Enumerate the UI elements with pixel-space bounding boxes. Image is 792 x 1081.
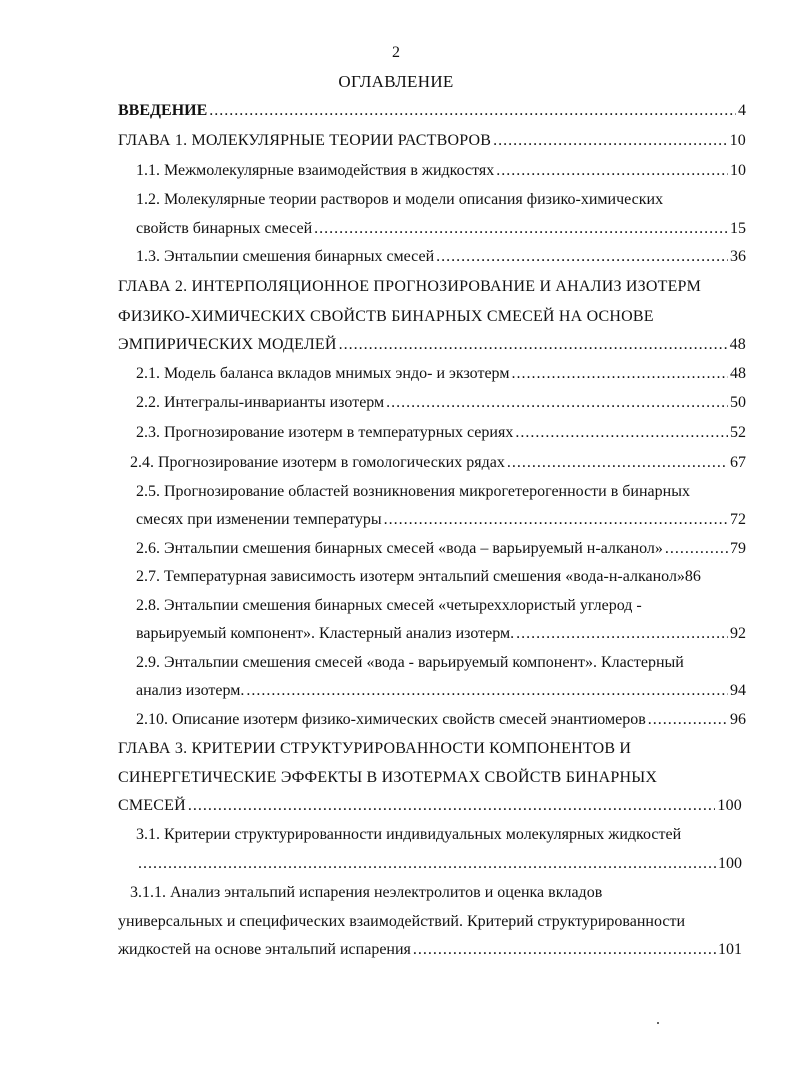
toc-entry-2-7: 2.7. Температурная зависимость изотерм энтальпий смешения «вода-н-алканол»86 (136, 568, 701, 585)
toc-page: 67 (730, 454, 746, 471)
toc-entry-chapter-3-line2: СИНЕРГЕТИЧЕСКИЕ ЭФФЕКТЫ В ИЗОТЕРМАХ СВОЙСТВ БИНАРНЫХ (118, 769, 658, 786)
toc-entry-1-3 (136, 246, 746, 268)
toc-page: 36 (730, 248, 746, 265)
toc-title: 2.4. Прогнозирование изотерм в гомологических рядах (130, 454, 505, 471)
toc-title: 1.1. Межмолекулярные взаимодействия в жидкостях (136, 162, 495, 179)
toc-entry-3-1-1 (118, 939, 742, 961)
leader-dots (511, 363, 728, 385)
toc-page: 10 (730, 162, 746, 179)
toc-page: 48 (729, 336, 746, 353)
toc-entry-2-9 (136, 680, 746, 702)
leader-dots (339, 334, 728, 356)
leader-dots (384, 509, 728, 531)
toc-entry-2-5-line1: 2.5. Прогнозирование областей возникновения микрогетерогенности в бинарных (136, 483, 690, 500)
toc-title: ВВЕДЕНИЕ (118, 102, 208, 119)
toc-entry-2-3 (136, 422, 746, 444)
toc-entry-1-2 (136, 218, 746, 240)
leader-dots (246, 680, 728, 702)
leader-dots (515, 422, 728, 444)
leader-dots (516, 623, 728, 645)
toc-title: 2.3. Прогнозирование изотерм в температурных сериях (136, 424, 514, 441)
leader-dots (314, 218, 728, 240)
leader-dots (493, 130, 727, 152)
toc-page: 50 (730, 394, 746, 411)
toc-heading: ОГЛАВЛЕНИЕ (338, 72, 454, 91)
toc-title: свойств бинарных смесей (136, 220, 313, 237)
scan-speck (657, 1022, 659, 1024)
toc-entry-2-6 (136, 538, 746, 560)
toc-entry-3-1-line1: 3.1. Критерии структурированности индивидуальных молекулярных жидкостей (136, 826, 682, 843)
leader-dots (209, 100, 736, 122)
toc-title: ГЛАВА 1. МОЛЕКУЛЯРНЫЕ ТЕОРИИ РАСТВОРОВ (118, 132, 492, 149)
toc-page: 52 (730, 424, 746, 441)
toc-page: 15 (730, 220, 746, 237)
leader-dots (188, 795, 716, 817)
page-number: 2 (392, 44, 400, 61)
toc-entry-2-10 (136, 709, 746, 731)
toc-title: СМЕСЕЙ (118, 797, 186, 814)
toc-entry-chapter-3-line1: ГЛАВА 3. КРИТЕРИИ СТРУКТУРИРОВАННОСТИ КОМПОНЕНТОВ И (118, 740, 632, 757)
toc-page: 10 (729, 132, 746, 149)
toc-title: смесях при изменении температуры (136, 511, 382, 528)
toc-page: 100 (718, 855, 742, 872)
leader-dots (436, 246, 728, 268)
toc-page: 101 (718, 941, 742, 958)
toc-entry-3-1 (136, 853, 742, 875)
leader-dots (138, 853, 716, 875)
toc-entry-chapter-1 (118, 130, 746, 152)
toc-entry-chapter-3 (118, 795, 742, 817)
toc-page: 92 (730, 625, 746, 642)
toc-title: 2.6. Энтальпии смешения бинарных смесей «вода – варьируемый н-алканол» (136, 540, 663, 557)
toc-entry-2-9-line1: 2.9. Энтальпии смешения смесей «вода - варьируемый компонент». Кластерный (136, 654, 684, 671)
toc-page: 79 (730, 540, 746, 557)
toc-entry-1-2-line1: 1.2. Молекулярные теории растворов и модели описания физико-химических (136, 191, 664, 208)
toc-entry-3-1-1-line2: универсальных и специфических взаимодействий. Критерий структурированности (118, 913, 686, 930)
leader-dots (648, 709, 728, 731)
leader-dots (665, 538, 728, 560)
toc-entry-2-8 (136, 623, 746, 645)
toc-page: 72 (730, 511, 746, 528)
toc-page: 96 (730, 711, 746, 728)
toc-title: 2.1. Модель баланса вкладов мнимых эндо- и экзотерм (136, 365, 510, 382)
toc-entry-chapter-2 (118, 334, 746, 356)
toc-title: ЭМПИРИЧЕСКИХ МОДЕЛЕЙ (118, 336, 337, 353)
toc-page: 100 (717, 797, 742, 814)
toc-page: 48 (730, 365, 746, 382)
leader-dots (496, 160, 728, 182)
leader-dots (413, 939, 716, 961)
toc-entry-2-1 (136, 363, 746, 385)
toc-entry-1-1 (136, 160, 746, 182)
toc-title: анализ изотерм. (136, 682, 245, 699)
toc-entry-2-8-line1: 2.8. Энтальпии смешения бинарных смесей «четыреххлористый углерод - (136, 597, 642, 614)
toc-page: 4 (738, 102, 746, 119)
toc-entry-intro (118, 100, 746, 122)
toc-entry-2-4 (130, 452, 746, 474)
toc-title: 2.10. Описание изотерм физико-химических свойств смесей энантиомеров (136, 711, 646, 728)
toc-entry-3-1-1-line1: 3.1.1. Анализ энтальпий испарения неэлектролитов и оценка вкладов (130, 884, 603, 901)
toc-title: жидкостей на основе энтальпий испарения (118, 941, 411, 958)
toc-entry-2-5 (136, 509, 746, 531)
toc-title: 1.3. Энтальпии смешения бинарных смесей (136, 248, 435, 265)
leader-dots (507, 452, 728, 474)
toc-entry-chapter-2-line2: ФИЗИКО-ХИМИЧЕСКИХ СВОЙСТВ БИНАРНЫХ СМЕСЕЙ НА ОСНОВЕ (118, 308, 654, 325)
toc-entry-2-2 (136, 392, 746, 414)
toc-entry-chapter-2-line1: ГЛАВА 2. ИНТЕРПОЛЯЦИОННОЕ ПРОГНОЗИРОВАНИЕ И АНАЛИЗ ИЗОТЕРМ (118, 278, 702, 295)
toc-title: 2.2. Интегралы-инварианты изотерм (136, 394, 385, 411)
toc-page: 94 (730, 682, 746, 699)
toc-title: варьируемый компонент». Кластерный анализ изотерм. (136, 625, 515, 642)
leader-dots (386, 392, 728, 414)
